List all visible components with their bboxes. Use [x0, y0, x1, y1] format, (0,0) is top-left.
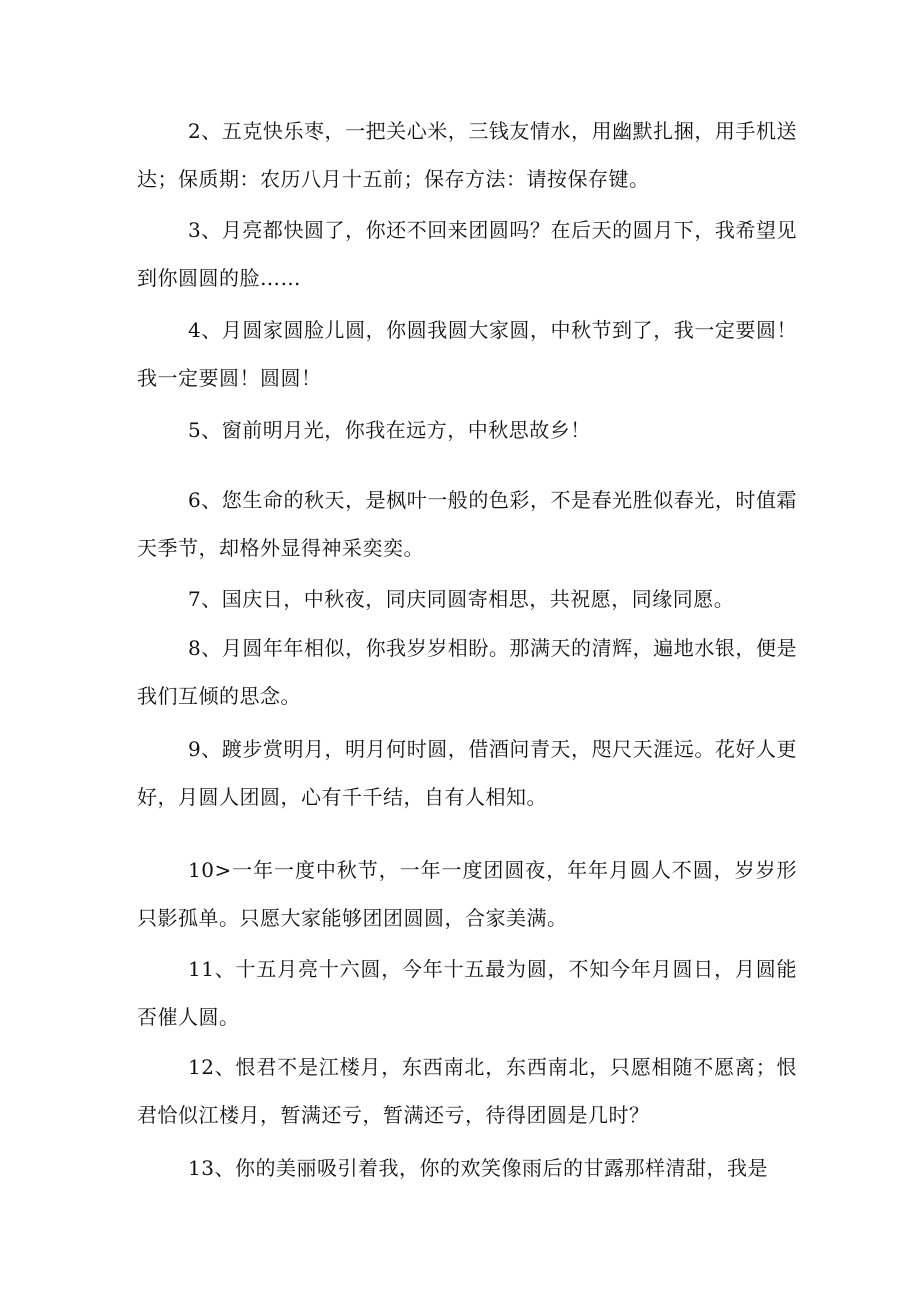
paragraph-2: 2、五克快乐枣，一把关心米，三钱友情水，用幽默扎捆，用手机送达；保质期：农历八月十五前；保存方法：请按保存键。: [137, 119, 797, 191]
paragraph-10: 10>一年一度中秋节，一年一度团圆夜，年年月圆人不圆，岁岁形只影孤单。只愿大家能够团团圆圆，合家美满。: [137, 858, 797, 930]
paragraph-13: 13、你的美丽吸引着我，你的欢笑像雨后的甘露那样清甜，我是: [188, 1156, 768, 1180]
paragraph-12: 12、恨君不是江楼月，东西南北，东西南北，只愿相随不愿离；恨君恰似江楼月，暂满还亏，暂满还亏，待得团圆是几时？: [137, 1055, 797, 1127]
paragraph-11: 11、十五月亮十六圆，今年十五最为圆，不知今年月圆日，月圆能否催人圆。: [137, 957, 797, 1029]
paragraph-7: 7、国庆日，中秋夜，同庆同圆寄相思，共祝愿，同缘同愿。: [188, 587, 735, 611]
paragraph-8: 8、月圆年年相似，你我岁岁相盼。那满天的清辉，遍地水银，便是我们互倾的思念。: [137, 636, 797, 708]
paragraph-5: 5、窗前明月光，你我在远方，中秋思故乡！: [188, 418, 591, 442]
paragraph-3: 3、月亮都快圆了，你还不回来团圆吗？在后天的圆月下，我希望见到你圆圆的脸……: [137, 218, 797, 290]
paragraph-4: 4、月圆家圆脸儿圆，你圆我圆大家圆，中秋节到了，我一定要圆！我一定要圆！圆圆！: [137, 318, 797, 390]
paragraph-6: 6、您生命的秋天，是枫叶一般的色彩，不是春光胜似春光，时值霜天季节，却格外显得神采奕奕。: [137, 488, 797, 560]
paragraph-9: 9、踱步赏明月，明月何时圆，借酒问青天，咫尺天涯远。花好人更好，月圆人团圆，心有千千结，自有人相知。: [137, 737, 797, 809]
